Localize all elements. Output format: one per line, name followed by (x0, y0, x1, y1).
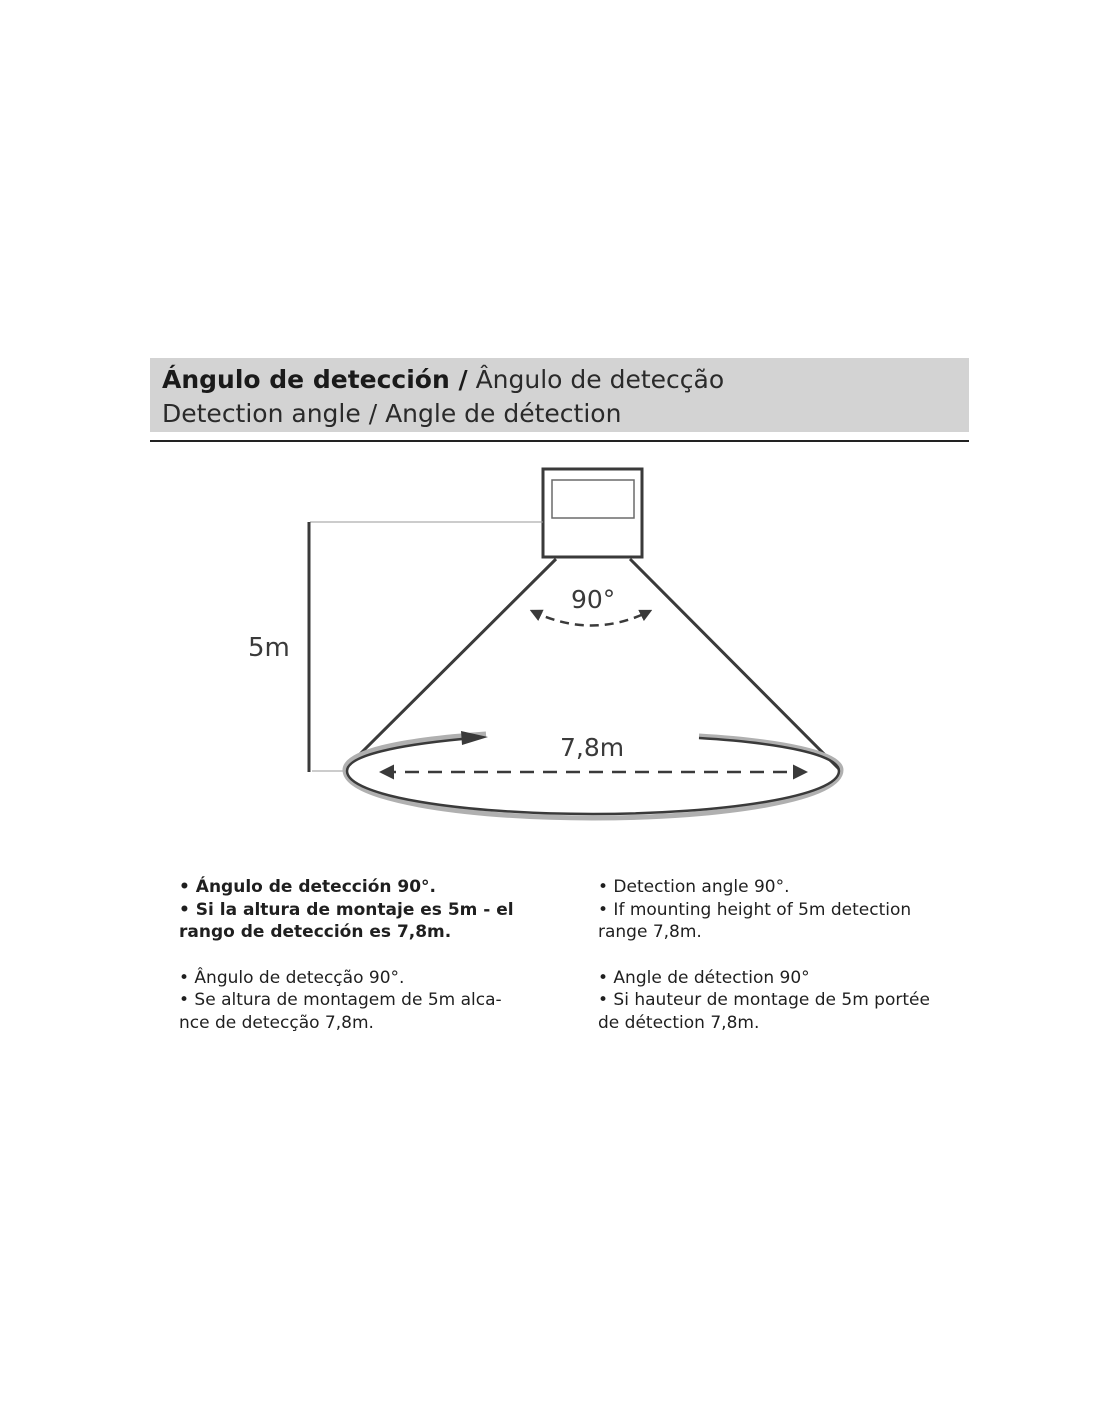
notes-right-column (598, 876, 930, 1057)
note-line: nce de detecção 7,8m. (179, 1012, 374, 1033)
title-pt: Ângulo de detecção (475, 365, 725, 394)
note-line: • Ângulo de detecção 90°. (179, 967, 405, 988)
notes-left-column (179, 876, 514, 1057)
notes-pt (179, 967, 514, 1035)
note-line: • Si la altura de montaje es 5m - el (179, 899, 514, 920)
height-label: 5m (248, 633, 290, 663)
note-line: • Angle de détection 90° (598, 967, 810, 988)
angle-label: 90° (571, 585, 616, 614)
title-fr: Angle de détection (385, 399, 622, 428)
note-line: • Si hauteur de montage de 5m portée (598, 990, 930, 1010)
notes-es (179, 876, 514, 944)
note-line: de détection 7,8m. (598, 1012, 760, 1033)
note-line: range 7,8m. (598, 922, 702, 942)
note-line: • Ángulo de detección 90°. (179, 877, 437, 897)
note-line: • If mounting height of 5m detection (598, 899, 912, 920)
notes-en (598, 876, 930, 944)
note-line: • Se altura de montagem de 5m alca- (179, 990, 502, 1010)
note-line: • Detection angle 90°. (598, 877, 790, 897)
notes-fr (598, 967, 930, 1035)
title-es: Ángulo de detección / (162, 365, 468, 394)
sensor-window (552, 480, 634, 518)
title-en: Detection angle / (162, 399, 378, 428)
range-label: 7,8m (560, 733, 625, 762)
note-line: rango de detección es 7,8m. (179, 922, 452, 942)
